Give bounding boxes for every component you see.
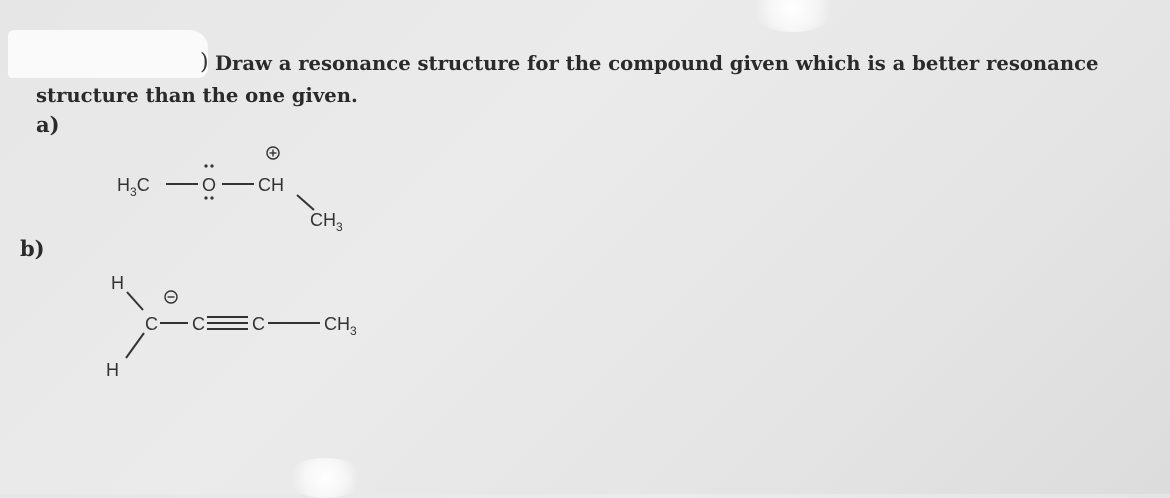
question-number-paren: ) (200, 50, 209, 75)
oxygen-atom: O (202, 175, 217, 195)
bond-c-ch3 (297, 195, 314, 210)
lone-pair-dot (210, 164, 213, 167)
alkyne-c2-label: C (252, 314, 265, 334)
lone-pair-dot (204, 196, 207, 199)
bond-h-c-top (127, 292, 143, 310)
h-top-label: H (111, 273, 124, 293)
carbanion-c-label: C (145, 314, 158, 334)
bond-h-c-bottom (126, 333, 144, 358)
lone-pair-dot (204, 164, 207, 167)
part-a-label: a) (36, 112, 60, 137)
h-bottom-label: H (106, 360, 119, 380)
h3c-label: $H_3C$ (117, 175, 150, 199)
lone-pair-dot (210, 196, 213, 199)
question-text-line2: structure than the one given. (36, 84, 358, 107)
ch3-label: $CH_3$ (310, 210, 343, 234)
structure-a (117, 147, 343, 234)
ch-label: CH (258, 175, 284, 195)
part-b-label: b) (20, 236, 45, 261)
ch3-label: $CH_3$ (324, 314, 357, 338)
alkyne-c1-label: C (192, 314, 205, 334)
question-text-line1: Draw a resonance structure for the compound given which is a better resonance (215, 52, 1099, 75)
structure-b (106, 273, 357, 380)
